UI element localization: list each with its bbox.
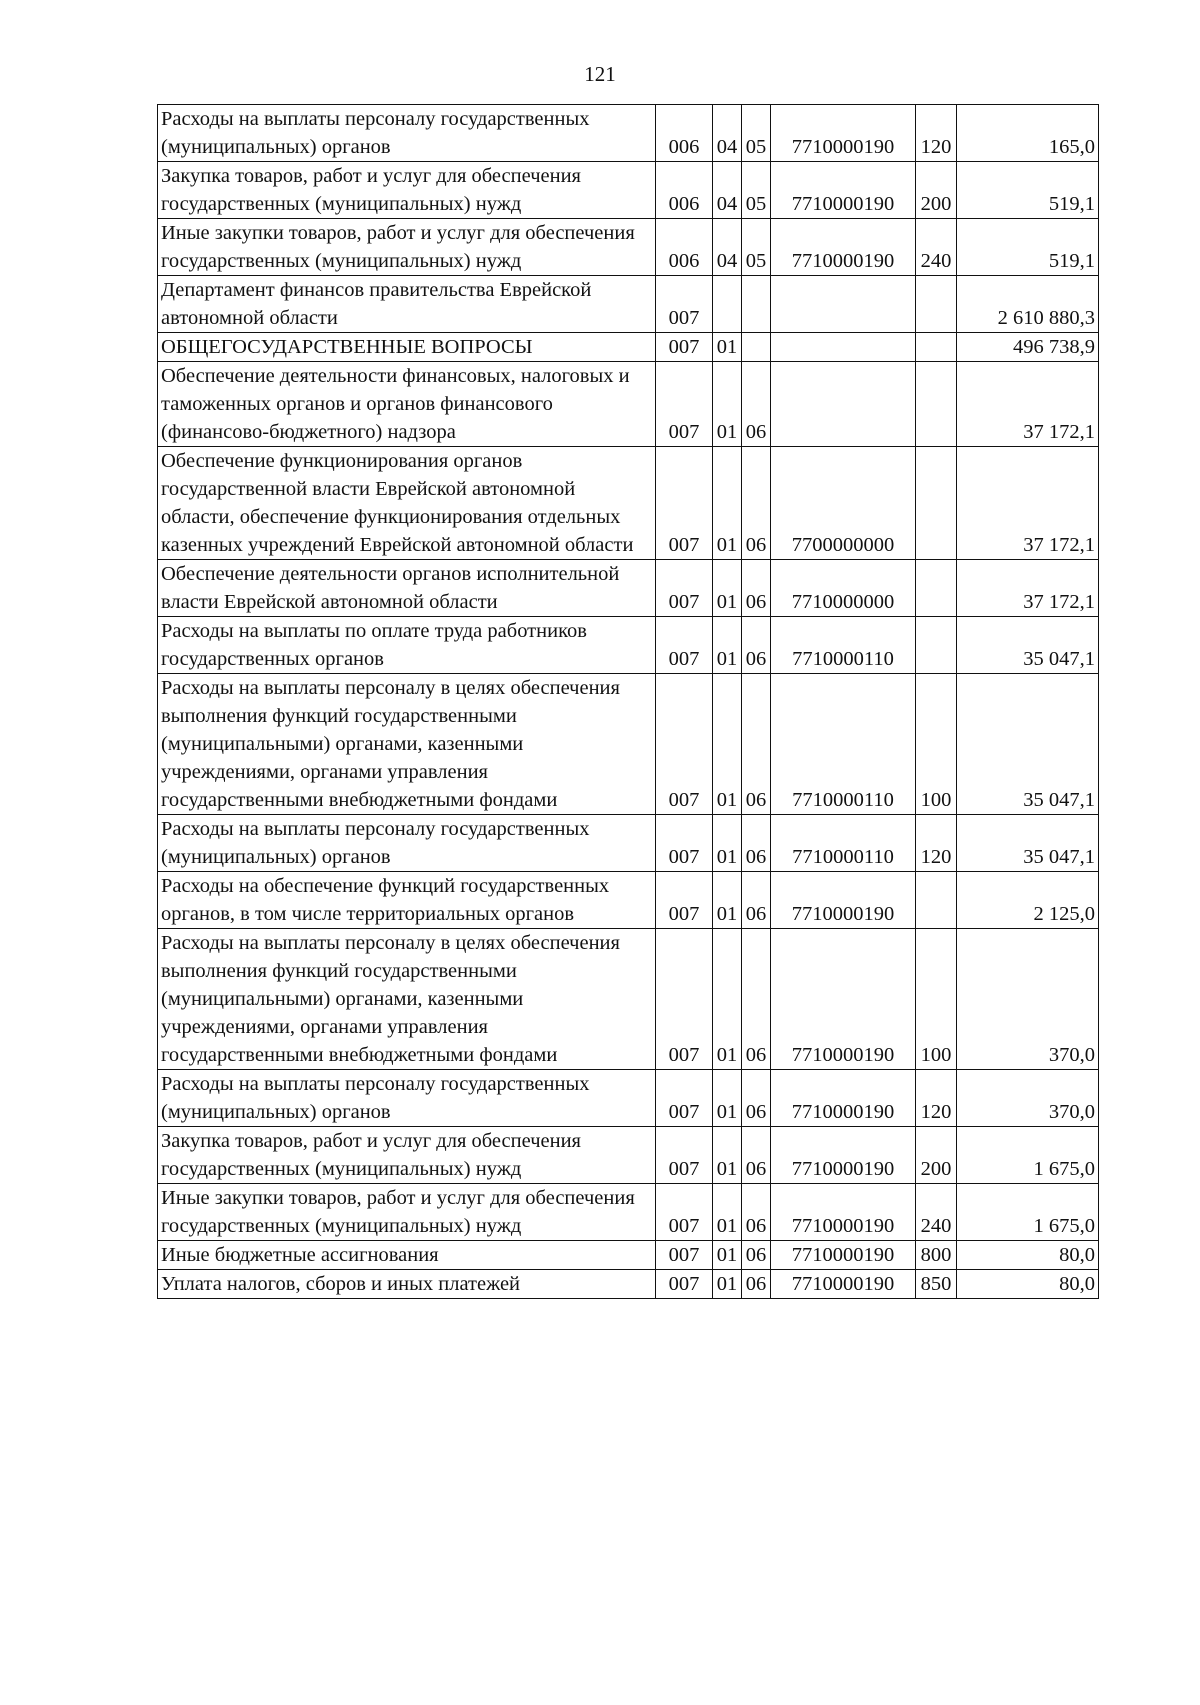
table-row <box>158 1070 1099 1127</box>
row-ved-code: 007 <box>656 815 713 872</box>
row-section-code: 01 <box>713 617 742 674</box>
row-target-article-code: 7710000000 <box>771 560 916 617</box>
row-name: Расходы на выплаты персоналу в целях обеспечения выполнения функций государственными (муниципальными) органами, казенными учреждениями, органами управления государственными внебюджетными фондами <box>158 929 656 1070</box>
row-section-code: 01 <box>713 1184 742 1241</box>
row-subsection-code <box>742 276 771 333</box>
row-ved-code: 007 <box>656 447 713 560</box>
row-subsection-code: 06 <box>742 362 771 447</box>
row-amount: 80,0 <box>957 1270 1099 1299</box>
row-target-article-code: 7700000000 <box>771 447 916 560</box>
row-target-article-code: 7710000110 <box>771 815 916 872</box>
row-subsection-code: 06 <box>742 1184 771 1241</box>
row-subsection-code: 06 <box>742 447 771 560</box>
row-subsection-code: 05 <box>742 219 771 276</box>
row-subsection-code: 06 <box>742 815 771 872</box>
row-name: Расходы на выплаты персоналу государственных (муниципальных) органов <box>158 815 656 872</box>
row-expense-type-code: 850 <box>916 1270 957 1299</box>
row-ved-code: 007 <box>656 617 713 674</box>
row-amount: 370,0 <box>957 1070 1099 1127</box>
row-ved-code: 007 <box>656 333 713 362</box>
row-target-article-code: 7710000190 <box>771 162 916 219</box>
row-name: Уплата налогов, сборов и иных платежей <box>158 1270 656 1299</box>
row-subsection-code: 06 <box>742 1241 771 1270</box>
row-target-article-code: 7710000190 <box>771 219 916 276</box>
row-name: Расходы на выплаты персоналу государственных (муниципальных) органов <box>158 105 656 162</box>
row-amount: 1 675,0 <box>957 1127 1099 1184</box>
row-section-code <box>713 276 742 333</box>
row-expense-type-code <box>916 872 957 929</box>
row-section-code: 01 <box>713 1270 742 1299</box>
row-target-article-code: 7710000190 <box>771 1070 916 1127</box>
row-subsection-code: 05 <box>742 105 771 162</box>
row-section-code: 01 <box>713 1127 742 1184</box>
table-row <box>158 1127 1099 1184</box>
row-amount: 35 047,1 <box>957 815 1099 872</box>
row-section-code: 04 <box>713 162 742 219</box>
row-section-code: 01 <box>713 929 742 1070</box>
row-subsection-code: 05 <box>742 162 771 219</box>
row-amount: 80,0 <box>957 1241 1099 1270</box>
table-row <box>158 333 1099 362</box>
row-expense-type-code: 240 <box>916 219 957 276</box>
row-subsection-code: 06 <box>742 560 771 617</box>
row-target-article-code: 7710000110 <box>771 617 916 674</box>
row-name: Департамент финансов правительства Еврейской автономной области <box>158 276 656 333</box>
row-expense-type-code <box>916 560 957 617</box>
row-amount: 370,0 <box>957 929 1099 1070</box>
table-row <box>158 674 1099 815</box>
row-expense-type-code: 100 <box>916 674 957 815</box>
table-row <box>158 872 1099 929</box>
row-amount: 165,0 <box>957 105 1099 162</box>
row-amount: 37 172,1 <box>957 560 1099 617</box>
row-ved-code: 006 <box>656 162 713 219</box>
row-amount: 1 675,0 <box>957 1184 1099 1241</box>
row-name: ОБЩЕГОСУДАРСТВЕННЫЕ ВОПРОСЫ <box>158 333 656 362</box>
row-target-article-code: 7710000110 <box>771 674 916 815</box>
row-ved-code: 007 <box>656 1070 713 1127</box>
row-section-code: 04 <box>713 105 742 162</box>
table-row <box>158 1241 1099 1270</box>
table-row <box>158 276 1099 333</box>
table-row <box>158 617 1099 674</box>
row-expense-type-code: 240 <box>916 1184 957 1241</box>
row-ved-code: 006 <box>656 219 713 276</box>
row-expense-type-code: 120 <box>916 815 957 872</box>
row-name: Расходы на обеспечение функций государственных органов, в том числе территориальных органов <box>158 872 656 929</box>
row-section-code: 01 <box>713 560 742 617</box>
row-expense-type-code: 120 <box>916 105 957 162</box>
row-ved-code: 007 <box>656 276 713 333</box>
table-row <box>158 219 1099 276</box>
row-ved-code: 006 <box>656 105 713 162</box>
row-subsection-code <box>742 333 771 362</box>
row-name: Обеспечение деятельности органов исполнительной власти Еврейской автономной области <box>158 560 656 617</box>
row-name: Расходы на выплаты персоналу государственных (муниципальных) органов <box>158 1070 656 1127</box>
row-subsection-code: 06 <box>742 1270 771 1299</box>
row-subsection-code: 06 <box>742 1070 771 1127</box>
row-name: Иные закупки товаров, работ и услуг для обеспечения государственных (муниципальных) нужд <box>158 219 656 276</box>
row-amount: 519,1 <box>957 219 1099 276</box>
table-row <box>158 815 1099 872</box>
row-target-article-code: 7710000190 <box>771 1127 916 1184</box>
row-subsection-code: 06 <box>742 1127 771 1184</box>
row-target-article-code: 7710000190 <box>771 1241 916 1270</box>
row-subsection-code: 06 <box>742 872 771 929</box>
row-ved-code: 007 <box>656 1127 713 1184</box>
row-target-article-code <box>771 276 916 333</box>
row-amount: 37 172,1 <box>957 362 1099 447</box>
row-name: Иные закупки товаров, работ и услуг для обеспечения государственных (муниципальных) нужд <box>158 1184 656 1241</box>
row-expense-type-code <box>916 333 957 362</box>
row-subsection-code: 06 <box>742 929 771 1070</box>
table-row <box>158 1184 1099 1241</box>
row-name: Расходы на выплаты персоналу в целях обеспечения выполнения функций государственными (муниципальными) органами, казенными учреждениями, органами управления государственными внебюджетными фондами <box>158 674 656 815</box>
row-section-code: 01 <box>713 333 742 362</box>
row-expense-type-code <box>916 362 957 447</box>
row-ved-code: 007 <box>656 929 713 1070</box>
table-row <box>158 162 1099 219</box>
row-expense-type-code <box>916 447 957 560</box>
row-target-article-code <box>771 362 916 447</box>
row-target-article-code: 7710000190 <box>771 105 916 162</box>
page-number: 121 <box>584 62 616 86</box>
row-section-code: 01 <box>713 1241 742 1270</box>
table-row <box>158 929 1099 1070</box>
table-row <box>158 560 1099 617</box>
row-expense-type-code <box>916 617 957 674</box>
row-section-code: 01 <box>713 447 742 560</box>
row-section-code: 04 <box>713 219 742 276</box>
table-row <box>158 1270 1099 1299</box>
row-target-article-code: 7710000190 <box>771 1184 916 1241</box>
row-ved-code: 007 <box>656 674 713 815</box>
budget-table-body <box>158 105 1099 1299</box>
row-target-article-code: 7710000190 <box>771 1270 916 1299</box>
row-name: Обеспечение функционирования органов государственной власти Еврейской автономной области, обеспечение функционирования отдельных казенных учреждений Еврейской автономной области <box>158 447 656 560</box>
row-subsection-code: 06 <box>742 617 771 674</box>
row-expense-type-code: 100 <box>916 929 957 1070</box>
row-name: Закупка товаров, работ и услуг для обеспечения государственных (муниципальных) нужд <box>158 162 656 219</box>
budget-table <box>157 104 1099 1299</box>
row-ved-code: 007 <box>656 362 713 447</box>
row-target-article-code: 7710000190 <box>771 929 916 1070</box>
row-ved-code: 007 <box>656 1270 713 1299</box>
row-amount: 35 047,1 <box>957 617 1099 674</box>
row-ved-code: 007 <box>656 1241 713 1270</box>
row-expense-type-code: 120 <box>916 1070 957 1127</box>
row-amount: 35 047,1 <box>957 674 1099 815</box>
row-target-article-code <box>771 333 916 362</box>
row-section-code: 01 <box>713 872 742 929</box>
row-ved-code: 007 <box>656 560 713 617</box>
row-name: Расходы на выплаты по оплате труда работников государственных органов <box>158 617 656 674</box>
table-row <box>158 447 1099 560</box>
table-row <box>158 105 1099 162</box>
row-ved-code: 007 <box>656 1184 713 1241</box>
row-amount: 496 738,9 <box>957 333 1099 362</box>
row-expense-type-code: 200 <box>916 162 957 219</box>
row-expense-type-code <box>916 276 957 333</box>
row-amount: 37 172,1 <box>957 447 1099 560</box>
row-ved-code: 007 <box>656 872 713 929</box>
table-row <box>158 362 1099 447</box>
row-subsection-code: 06 <box>742 674 771 815</box>
row-expense-type-code: 800 <box>916 1241 957 1270</box>
row-name: Иные бюджетные ассигнования <box>158 1241 656 1270</box>
row-name: Обеспечение деятельности финансовых, налоговых и таможенных органов и органов финансового (финансово-бюджетного) надзора <box>158 362 656 447</box>
row-section-code: 01 <box>713 1070 742 1127</box>
row-amount: 519,1 <box>957 162 1099 219</box>
row-section-code: 01 <box>713 674 742 815</box>
row-section-code: 01 <box>713 362 742 447</box>
row-amount: 2 125,0 <box>957 872 1099 929</box>
row-amount: 2 610 880,3 <box>957 276 1099 333</box>
row-section-code: 01 <box>713 815 742 872</box>
row-name: Закупка товаров, работ и услуг для обеспечения государственных (муниципальных) нужд <box>158 1127 656 1184</box>
row-expense-type-code: 200 <box>916 1127 957 1184</box>
row-target-article-code: 7710000190 <box>771 872 916 929</box>
